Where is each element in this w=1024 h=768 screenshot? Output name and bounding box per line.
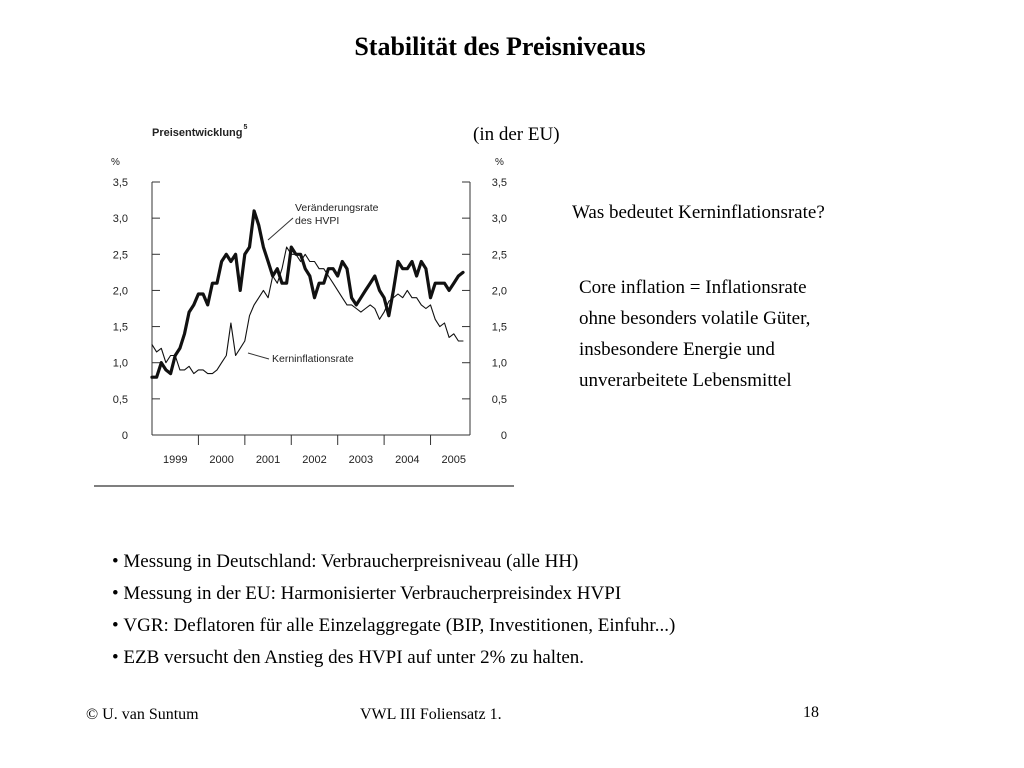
annotation-hvpi-label: Veränderungsrate (295, 202, 379, 214)
y-tick-label-right: 2,0 (491, 285, 507, 298)
slide-title: Stabilität des Preisniveaus (354, 32, 646, 61)
unit-label-left: % (111, 157, 120, 168)
y-tick-label-left: 3,0 (112, 213, 128, 226)
y-tick-label-right: 0 (500, 430, 507, 442)
y-tick-label-left: 1,0 (112, 357, 128, 370)
annotation-core-label: Kerninflationsrate (272, 353, 354, 365)
bullet-list (112, 546, 675, 674)
x-tick-label: 2005 (441, 454, 466, 466)
x-tick-label: 2000 (209, 454, 234, 466)
y-tick-label-right: 1,0 (491, 357, 507, 370)
region-note: (in der EU) (473, 124, 560, 145)
bullet-item: • Messung in Deutschland: Verbraucherpreisniveau (alle HH) (112, 546, 675, 578)
definition-text (579, 272, 909, 396)
definition-line: Core inflation = Inflationsrate (579, 277, 807, 298)
y-tick-label-left: 2,5 (112, 249, 128, 262)
footer-author: © U. van Suntum (86, 706, 199, 723)
y-tick-label-left: 0 (121, 430, 128, 442)
x-tick-label: 2001 (255, 454, 281, 466)
definition-line: insbesondere Energie und (579, 339, 775, 360)
annotation-hvpi-leader (268, 218, 293, 240)
y-tick-label-left: 2,0 (112, 285, 128, 298)
x-tick-label: 2002 (302, 454, 327, 466)
question-text: Was bedeutet Kerninflationsrate? (572, 202, 825, 223)
annotation-hvpi-label: des HVPI (295, 215, 340, 227)
chart-title: Preisentwicklung (152, 127, 243, 139)
definition-line: ohne besonders volatile Güter, (579, 308, 811, 329)
bullet-item: • EZB versucht den Anstieg des HVPI auf unter 2% zu halten. (112, 642, 675, 674)
price-development-chart (90, 110, 520, 490)
chart-annotations (248, 202, 379, 365)
x-tick-label: 2004 (395, 454, 420, 466)
y-tick-label-right: 3,0 (491, 213, 507, 226)
y-tick-label-left: 0,5 (112, 393, 128, 406)
bullet-item: • VGR: Deflatoren für alle Einzelaggregate (BIP, Investitionen, Einfuhr...) (112, 610, 675, 642)
unit-label-right: % (495, 157, 504, 168)
y-tick-label-right: 2,5 (491, 249, 507, 262)
bullet-item: • Messung in der EU: Harmonisierter Verbraucherpreisindex HVPI (112, 578, 675, 610)
y-tick-label-right: 1,5 (491, 321, 507, 334)
x-tick-label: 2003 (348, 454, 374, 466)
y-tick-label-right: 3,5 (491, 177, 507, 189)
page-number: 18 (803, 704, 819, 721)
definition-line: unverarbeitete Lebensmittel (579, 370, 792, 391)
x-tick-label: 1999 (162, 454, 188, 466)
y-tick-label-left: 1,5 (112, 321, 128, 334)
y-tick-label-right: 0,5 (491, 393, 507, 406)
y-tick-label-left: 3,5 (112, 177, 128, 189)
annotation-core-leader (248, 353, 269, 359)
chart-title-superscript: 5 (243, 124, 248, 131)
footer-course: VWL III Foliensatz 1. (360, 706, 502, 723)
